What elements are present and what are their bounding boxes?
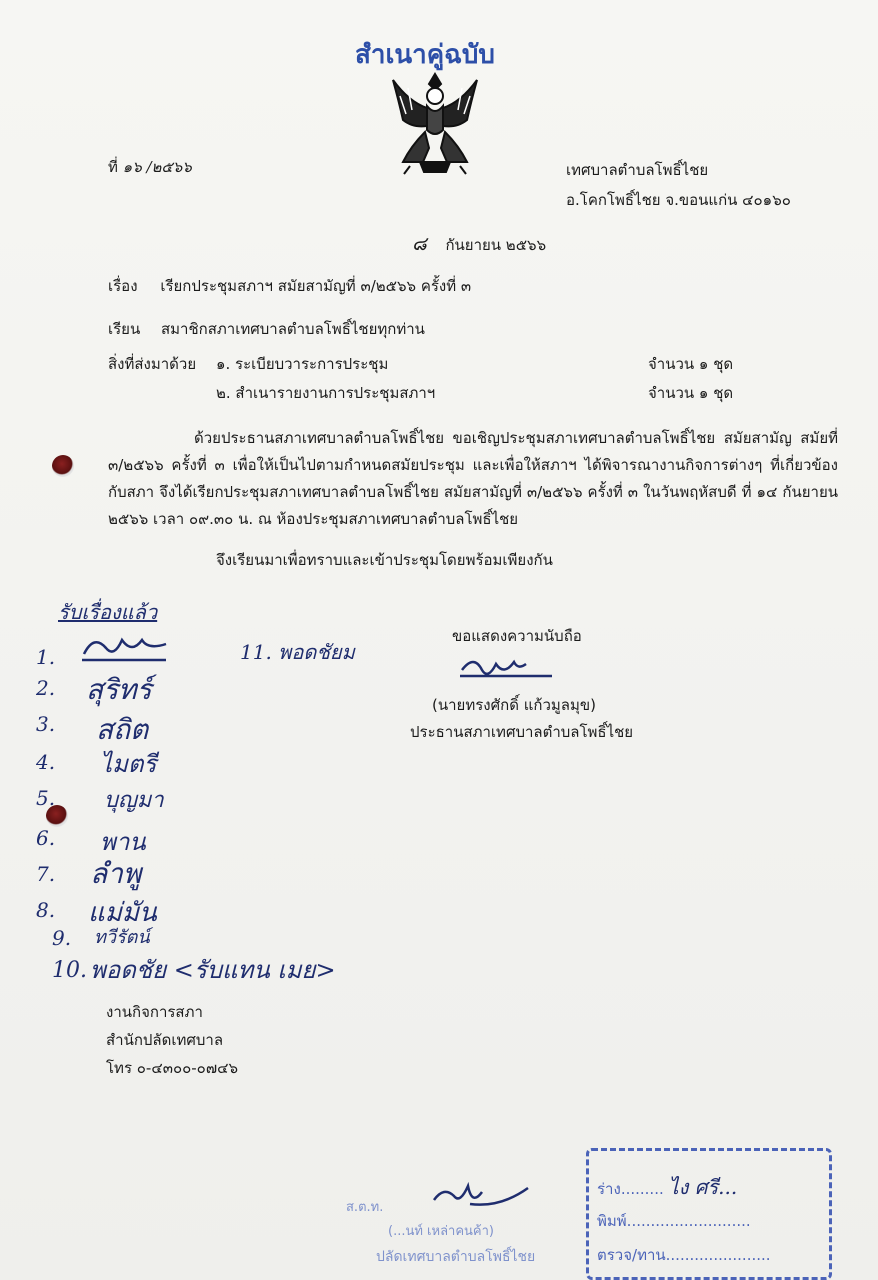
footer-signature-scribble <box>430 1178 534 1212</box>
handwritten-name: ไมตรี <box>100 750 157 778</box>
garuda-emblem-icon <box>380 66 490 178</box>
enclosure-item-1: ๑. ระเบียบวาระการประชุม <box>216 355 389 373</box>
box-row-typed: พิมพ์.......................... <box>597 1212 751 1230</box>
handwritten-num: 1. <box>36 645 56 669</box>
recipient-text: สมาชิกสภาเทศบาลตำบลโพธิ์ไชยทุกท่าน <box>161 320 425 338</box>
ref-number: ๑๖ /๒๕๖๖ <box>122 158 192 176</box>
handwritten-num: 8. <box>36 898 56 922</box>
enclosure-item-2: ๒. สำเนารายงานการประชุมสภาฯ <box>216 384 436 402</box>
org-name: เทศบาลตำบลโพธิ์ไชย <box>566 161 709 179</box>
punch-hole <box>52 455 74 477</box>
recipient-label: เรียน <box>108 320 141 338</box>
footer-rank: ส.ต.ท. <box>346 1200 384 1215</box>
box-row-draft: ร่าง......... ไง ศรี... <box>597 1175 738 1199</box>
contact-phone: โทร ๐-๔๓๐๐-๐๗๔๖ <box>106 1059 238 1077</box>
handwritten-name: แม่มัน <box>88 898 157 928</box>
handwritten-num: 7. <box>36 862 56 886</box>
date-month-year: กันยายน ๒๕๖๖ <box>445 236 547 254</box>
organization-address <box>566 155 791 215</box>
handwritten-num: 9. <box>52 926 72 950</box>
contact-dept: งานกิจการสภา <box>106 1003 203 1021</box>
handwritten-name: ทวีรัตน์ <box>94 927 150 948</box>
subject-line <box>108 274 471 298</box>
closing-salutation: ขอแสดงความนับถือ <box>452 627 582 645</box>
footer-name: (...นท์ เหล่าคนค้า) <box>388 1224 494 1239</box>
signature-scribble-1 <box>80 632 170 666</box>
recipient-line <box>108 317 425 341</box>
signature-scribble <box>456 652 556 682</box>
enclosures-label: สิ่งที่ส่งมาด้วย <box>108 355 197 373</box>
handwritten-name: ลำพู <box>90 857 142 890</box>
handwritten-num: 2. <box>36 676 56 700</box>
draft-check-stamp <box>586 1148 832 1280</box>
handwritten-num: 6. <box>36 826 56 850</box>
handwritten-name: สุริทร์ <box>86 673 152 706</box>
received-header: รับเรื่องแล้ว <box>58 600 158 624</box>
enclosure-qty-2: จำนวน ๑ ชุด <box>648 384 734 402</box>
contact-office: สำนักปลัดเทศบาล <box>106 1031 224 1049</box>
handwritten-name: สถิต <box>96 713 149 746</box>
box-draft-signature: ไง ศรี... <box>668 1175 738 1199</box>
footer-position: ปลัดเทศบาลตำบลโพธิ์ไชย <box>376 1249 536 1265</box>
subject-text: เรียกประชุมสภาฯ สมัยสามัญที่ ๓/๒๕๖๖ ครั้งที่ ๓ <box>160 277 472 295</box>
subject-label: เรื่อง <box>108 277 138 295</box>
copy-stamp: สำเนาคู่ฉบับ <box>355 40 495 70</box>
closing-request: จึงเรียนมาเพื่อทราบและเข้าประชุมโดยพร้อมเพียงกัน <box>216 551 553 569</box>
body-paragraph: ด้วยประธานสภาเทศบาลตำบลโพธิ์ไชย ขอเชิญประชุมสภาเทศบาลตำบลโพธิ์ไชย สมัยสามัญ สมัยที่ ๓/๒๕๖๖ ครั้งที่ ๓ เพื่อให้เป็นไปตามกำหนดสมัยประชุม และเพื่อให้สภาฯ ได้พิจารณางานกิจการต่างๆ ที่เกี่ยวข้องกับสภา จึงได้เรียกประชุมสภาเทศบาลตำบลโพธิ์ไชย สมัยสามัญที่ ๓/๒๕๖๖ ครั้งที่ ๓ ในวันพฤหัสบดี ที่ ๑๔ กันยายน ๒๕๖๖ เวลา ๐๙.๓๐ น. ณ ห้องประชุมสภาเทศบาลตำบลโพธิ์ไชย <box>108 429 838 528</box>
date-day: ๘ <box>412 233 427 255</box>
signer-position: ประธานสภาเทศบาลตำบลโพธิ์ไชย <box>410 723 634 741</box>
handwritten-num: 10. <box>52 958 87 983</box>
handwritten-num: 5. <box>36 786 56 810</box>
org-address: อ.โคกโพธิ์ไชย จ.ขอนแก่น ๔๐๑๖๐ <box>566 191 791 209</box>
handwritten-num: 4. <box>36 750 56 774</box>
document-date <box>412 229 546 259</box>
handwritten-num: 3. <box>36 712 56 736</box>
box-row-checked: ตรวจ/ทาน...................... <box>597 1246 771 1264</box>
handwritten-name: พาน <box>100 828 146 856</box>
reference-number <box>108 155 192 179</box>
signer-name: (นายทรงศักดิ์ แก้วมูลมุข) <box>432 696 596 714</box>
handwritten-name: บุญมา <box>104 788 164 813</box>
ref-prefix: ที่ <box>108 158 118 176</box>
enclosure-qty-1: จำนวน ๑ ชุด <box>648 355 734 373</box>
handwritten-name: พอดชัย <รับแทน เมย> <box>90 956 336 984</box>
handwritten-item-11: 11. พอดชัยม <box>240 640 355 664</box>
